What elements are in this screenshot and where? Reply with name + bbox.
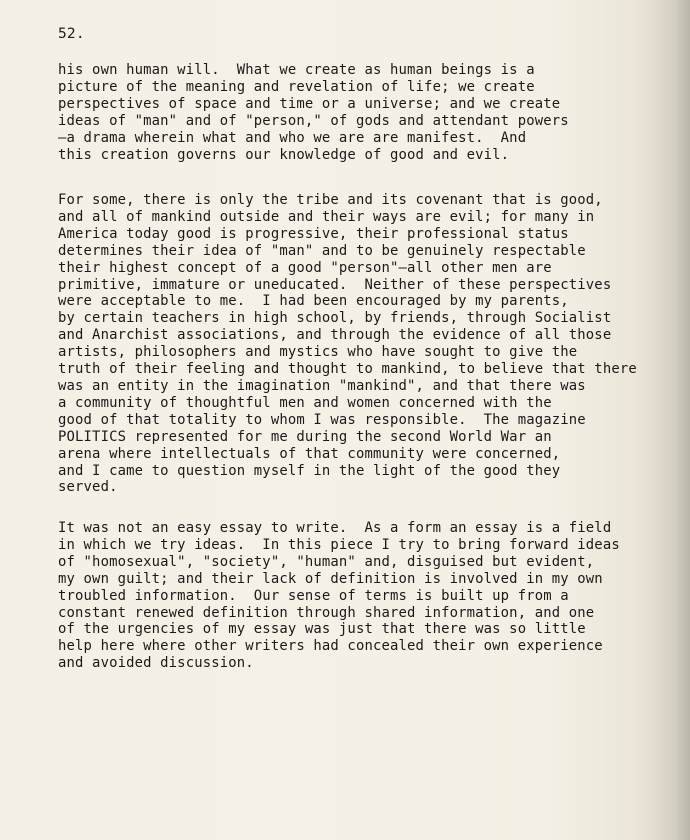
text-line: and avoided discussion. (58, 655, 254, 672)
book-gutter-shadow (656, 0, 690, 840)
text-line: For some, there is only the tribe and its covenant that is good, (58, 192, 603, 208)
text-line: artists, philosophers and mystics who have sought to give the (58, 344, 578, 361)
text-line: help here where other writers had concealed their own experience (58, 638, 603, 655)
text-line: picture of the meaning and revelation of life; we create (58, 78, 535, 95)
text-line: good of that totality to whom I was responsible. The magazine (58, 411, 586, 428)
text-line: arena where intellectuals of that community were concerned, (58, 445, 561, 462)
text-line: my own guilt; and their lack of definition is involved in my own (58, 570, 603, 587)
paragraph-1 (58, 62, 569, 163)
text-line: POLITICS represented for me during the second World War an (58, 428, 552, 445)
text-line: their highest concept of a good "person"—all other men are (58, 259, 552, 276)
text-line: was an entity in the imagination "mankind", and that there was (58, 377, 586, 394)
page-number: 52. (58, 26, 85, 42)
text-line: primitive, immature or uneducated. Neither of these perspectives (58, 276, 612, 293)
paragraph-2 (58, 192, 637, 496)
text-line: his own human will. What we create as human beings is a (58, 62, 535, 78)
text-line: truth of their feeling and thought to mankind, to believe that there (58, 361, 637, 378)
paragraph-3 (58, 520, 620, 672)
text-line: this creation governs our knowledge of good and evil. (58, 146, 510, 163)
text-line: by certain teachers in high school, by friends, through Socialist (58, 310, 612, 327)
text-line: and all of mankind outside and their ways are evil; for many in (58, 208, 595, 225)
text-line: determines their idea of "man" and to be genuinely respectable (58, 242, 586, 259)
text-line: America today good is progressive, their professional status (58, 225, 569, 242)
text-line: were acceptable to me. I had been encouraged by my parents, (58, 293, 569, 310)
text-line: of the urgencies of my essay was just that there was so little (58, 621, 586, 638)
text-line: and Anarchist associations, and through the evidence of all those (58, 327, 612, 344)
text-line: perspectives of space and time or a universe; and we create (58, 95, 561, 112)
text-line: —a drama wherein what and who we are are manifest. And (58, 129, 527, 146)
text-line: in which we try ideas. In this piece I try to bring forward ideas (58, 536, 620, 553)
text-line: of "homosexual", "society", "human" and, disguised but evident, (58, 553, 595, 570)
text-line: constant renewed definition through shared information, and one (58, 604, 595, 621)
text-line: ideas of "man" and of "person," of gods and attendant powers (58, 112, 569, 129)
text-line: a community of thoughtful men and women concerned with the (58, 394, 552, 411)
text-line: served. (58, 479, 118, 496)
text-line: It was not an easy essay to write. As a form an essay is a field (58, 520, 612, 536)
text-line: troubled information. Our sense of terms is built up from a (58, 587, 569, 604)
text-line: and I came to question myself in the light of the good they (58, 462, 561, 479)
